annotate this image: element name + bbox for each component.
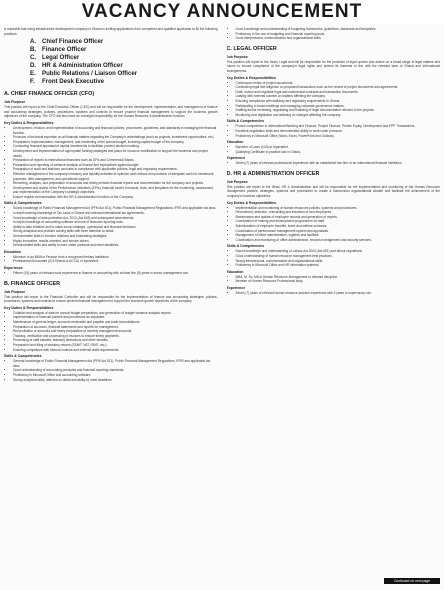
list-item: • Proficiency in Microsoft Office and accounting software. (13, 373, 218, 378)
job-title-finance-officer: B. FINANCE OFFICER (4, 280, 61, 287)
hr-purpose-label: Job Purpose (226, 179, 248, 184)
list-item: • Coordination of performance management system and appraisals. (236, 229, 441, 234)
job-title-cfo: A. CHIEF FINANCE OFFICER (CFO) (4, 91, 95, 98)
hr-education-label: Education (226, 269, 244, 274)
legal-education-list (227, 145, 441, 154)
list-item: • Ability to take initiative and to make sound strategic, operational and financial decisions. (13, 225, 218, 230)
list-item: • Preparation and filing of statutory returns (SSNIT, VAT, PAYE, etc.). (13, 343, 218, 348)
list-item: • Bachelor of Laws (LLB) or equivalent. (236, 145, 441, 150)
position-item (30, 62, 218, 70)
list-item: • Ensuring compliance with internal controls and external audit requirements. (13, 348, 218, 353)
list-item: • In depth working knowledge of Tax Laws of Ghana and relevant international tax agreements. (13, 211, 218, 216)
list-item: • Ensure regular communication with the HR & Administration function of the Company. (13, 195, 218, 200)
page-header (0, 0, 444, 24)
list-item: • Effective management of the company's treasury and liquidity activities to optimize cash inflows and provision of adequate cash for investment purposes, debt management, and operational support. (13, 172, 218, 181)
position-letter: D. (30, 62, 37, 70)
cfo-experience-list (4, 271, 218, 276)
hr-experience-label: Experience (226, 285, 246, 290)
list-item: • Collation and analysis of data for annual budget preparation, and generation of budget variance analysis reports. (13, 311, 218, 316)
cfo-experience-label: Experience (4, 266, 23, 270)
fo-continued-list (227, 27, 441, 41)
list-item: • Good interpersonal, communication and organizational skills. (236, 36, 441, 41)
job-title-legal-officer: C. LEGAL OFFICER (226, 45, 277, 52)
position-name: Finance Officer (42, 46, 87, 54)
list-item: • Liaising with external counsel on matters affecting the company. (236, 94, 441, 99)
position-letter: B. (30, 46, 37, 54)
list-item: • Highly innovative, results-oriented, and service driven. (13, 239, 218, 244)
list-item: • Good understanding of human resource management best practices. (236, 254, 441, 259)
list-item: • Preparation of accounts, financial statements and reports for management. (13, 325, 218, 330)
list-item: • Fifteen (15) years of relevant work experience in finance or accounting with at least five (5) years in senior management role. (13, 271, 218, 276)
list-item: • Member of Human Resource Professional body. (236, 279, 441, 284)
hr-education-list (227, 275, 441, 284)
hr-skills-list (227, 249, 441, 267)
hr-experience-list (227, 291, 441, 296)
position-item (30, 38, 218, 46)
right-column (227, 27, 441, 584)
list-item: • Sound knowledge and understanding of Labour Act 2003 (Act 651) and labour regulations. (236, 249, 441, 254)
list-item: • Seven (7) years of relevant professional experience with an established law firm or an international financial institution. (236, 161, 441, 166)
intro-text: A reputable fast rising infrastructure development company in Ghana is inviting applications from competent and qualified applicants to fill the following positions: (4, 27, 218, 36)
list-item: • Preparation of reports to international financiers such as DFIs and Commercial Banks. (13, 158, 218, 163)
list-item: • Recording, analysis, and preparation of accounts and timely periodic financial reports and documentation for the company and projects. (13, 181, 218, 186)
hr-duties-list (227, 206, 441, 243)
list-item: • Maintenance and update of employee records and generation of reports. (236, 215, 441, 220)
fo-purpose-label: Job Purpose (4, 289, 26, 294)
legal-purpose: This position will report to the Head, Legal and will be responsible for the provision of legal opinion and advice on a broad range of legal matters and issues to ensure compliance of the company's legal rights and protect its interests in line with the relevant laws of Ghana and international arrangements. (226, 59, 440, 73)
position-item (30, 46, 218, 54)
list-item: • General knowledge of Public Financial Management Act (PFM Act 921), Public Financial Management Regulations, IFRS and applicable tax laws. (13, 359, 218, 368)
position-item (30, 54, 218, 62)
job-title-hr-officer: D. HR & ADMINISTRATION OFFICER (226, 170, 320, 177)
position-name: Chief Finance Officer (42, 38, 104, 46)
fo-purpose: This position will report to the Financial Controller and will be responsible for the implementation of finance and accounting strategies, policies, procedures, systems and controls to ensure prudent financial management to support the business growth objectives of the company. (4, 294, 218, 304)
list-item: • Minimum of an MBA in Finance from a recognized tertiary institution. (13, 255, 218, 260)
cfo-education-label: Education (4, 249, 21, 254)
list-item: • Proficiency in Microsoft Office and HR information systems. (236, 263, 441, 268)
list-item: • Conducting legal due diligence on proposed transactions such as the review of project documents and agreements. (236, 85, 441, 90)
cfo-duties-list (4, 126, 218, 200)
position-item (30, 78, 218, 86)
list-item: • Demonstrable skills in investor relations and fundraising strategies. (13, 234, 218, 239)
cfo-education-list (4, 255, 218, 264)
content-columns (4, 27, 440, 584)
continued-badge: Continued on next page (384, 578, 440, 584)
list-item: • Provision of technical expertise on all financial matters regarding the Company's undertakings (such as projects, investment opportunities, etc.) (13, 135, 218, 140)
cfo-skills-list (4, 206, 218, 247)
hr-duties-label: Key Duties & Responsibilities (226, 200, 276, 205)
list-item: • Excellent negotiation skills and demonstrated ability to work under pressure. (236, 129, 441, 134)
legal-duties-label: Key Duties & Responsibilities (226, 75, 276, 80)
list-item: • Preparation of audit and statutory accounts in compliance with applicable policies, legal and regulatory requirements. (13, 167, 218, 172)
cfo-skills-label: Skills & Competencies (4, 201, 42, 206)
cfo-duties-label: Key Duties & Responsibilities (4, 120, 54, 125)
page-title: VACANCY ANNOUNCEMENT (81, 1, 363, 22)
list-item: • Good understanding of accounting principles and financial reporting standards. (13, 368, 218, 373)
list-item: • Reconciliation of accounts and timely preparation of monthly management accounts. (13, 329, 218, 334)
list-item: • Participating in board meetings and managing corporate governance matters. (236, 104, 441, 109)
legal-education-label: Education (226, 140, 244, 145)
list-item: • In depth knowledge of accounting software and use of financial reporting tools. (13, 220, 218, 225)
list-item: • Management of office administration, logistics and facilities. (236, 233, 441, 238)
legal-skills-label: Skills & Competencies (226, 119, 265, 124)
list-item: • Processing of staff salaries, statutory deductions and other benefits. (13, 338, 218, 343)
list-item: • Preparation and reporting of variance analysis of finance and expenditure against budget. (13, 163, 218, 168)
cfo-purpose-label: Job Purpose (4, 100, 26, 105)
list-item: • Demonstrated skills and ability to work under pressure and meet deadlines. (13, 243, 218, 248)
legal-experience-label: Experience (226, 156, 246, 161)
position-letter: C. (30, 54, 37, 62)
fo-skills-list (4, 359, 218, 382)
position-name: Public Relations / Liaison Officer (42, 70, 138, 78)
list-item: • Strong analytical and problem solving skills with keen attention to detail. (13, 229, 218, 234)
list-item: • Coordination of training and development programmes for staff. (236, 219, 441, 224)
legal-skills-list (227, 124, 441, 138)
position-letter: E. (30, 70, 36, 78)
position-name: HR & Administration Officer (42, 62, 123, 70)
fo-skills-label: Skills & Competencies (4, 354, 42, 359)
legal-experience-list (227, 161, 441, 166)
list-item: • MBA, M. Sc, MA in Human Resource Management or relevant discipline. (236, 275, 441, 280)
list-item: • Professional Accountant (ICA Ghana or ACCA) or equivalent. (13, 259, 218, 264)
legal-duties-list (227, 81, 441, 118)
list-item: • Conducting financial appraisal of capital investments to facilitate prudent decision making. (13, 144, 218, 149)
hr-skills-label: Skills & Competencies (226, 244, 265, 249)
position-name: Front Desk Executive (42, 78, 104, 86)
list-item: • Implementation and monitoring of human resources policies, systems and procedures. (236, 206, 441, 211)
list-item: • Strong analytical skills, attention to detail and ability to meet deadlines. (13, 378, 218, 383)
left-column (4, 27, 218, 584)
list-item: • Implementation of financial policies and procedures as stipulated. (13, 315, 218, 320)
position-name: Legal Officer (42, 54, 80, 62)
list-item: • Draft, review and negotiate legal and commercial contracts and transaction documents. (236, 90, 441, 95)
list-item: • Strong interpersonal, communication and organizational skills. (236, 259, 441, 264)
list-item: • Recruitment, selection, onboarding and induction of new employees. (236, 210, 441, 215)
list-item: • Good knowledge and understanding of budgeting frameworks, guidelines, standards and templates. (236, 27, 441, 32)
list-item: • Development, revision, and implementation of accounting and financial policies, procedures, guidelines, and standards in managing the financial function. (13, 126, 218, 135)
list-item: • Coordination and monitoring of office administration, records management and security services. (236, 238, 441, 243)
list-item: • Administration of employee benefits, leave and welfare schemes. (236, 224, 441, 229)
cfo-purpose: This position will report to the Chief Executive Officer (CEO) and will be responsible for the development, implementation, and management of finance and accounting strategies, policies, procedures, systems and controls to ensure prudent financial management to support the business growth objectives of the company. The CFO will also have an oversight responsibility for the Human Resource & Administration function. (4, 105, 218, 119)
position-item (30, 70, 218, 78)
list-item: • Tracking, verification and processing of invoices to ensure timely payments. (13, 334, 218, 339)
list-item: • Drafting and/or reviewing, negotiating and finalizing of legal documentation relevant to the projects. (236, 108, 441, 113)
positions-list (4, 38, 218, 86)
list-item: • Qualifying Certificate to practice law in Ghana. (236, 150, 441, 155)
list-item: • Maintenance of general ledger, accounts receivable and payable and bank reconciliations. (13, 320, 218, 325)
list-item: • Proven competence in international Banking and Finance, Project Finance, Private Equity, Development and PPP Transactions. (236, 124, 441, 129)
list-item: • Seven (7) years of relevant human resource practice experience with 3 years in supervisory role. (236, 291, 441, 296)
list-item: • Proficiency in the use of budgeting and financial reporting tools. (236, 32, 441, 37)
fo-duties-list (4, 311, 218, 352)
list-item: • Development and review of the Performance Indicators (KPIs), financial model, forecasts, tools, and templates for the monitoring, assessment, and implementation of the Company's strategic objectives. (13, 186, 218, 195)
list-item: • Monitoring new legislation and advising on changes affecting the company. (236, 113, 441, 118)
list-item: • Proficiency in Microsoft Office (Word, Excel, PowerPoint and Outlook). (236, 134, 441, 139)
position-letter: F. (30, 78, 35, 86)
fo-duties-label: Key Duties & Responsibilities (4, 305, 54, 310)
hr-purpose: This position will report to the Head, HR & Administration and will be responsible for the implementation and monitoring of the Human Resource Management policies, strategies, systems and procedures to create a harmonious organizational climate and facilitate the achievement of the company's business objectives. (226, 184, 440, 199)
legal-purpose-label: Job Purpose (226, 54, 248, 59)
list-item: • Ensuring compliance with statutory and regulatory requirements in Ghana. (236, 99, 441, 104)
position-letter: A. (30, 38, 37, 46)
list-item: • Continuous review of project documents. (236, 81, 441, 86)
list-item: • Preparation, implementation, management, and monitoring of the annual budget, including capital budget of the company. (13, 140, 218, 145)
list-item: • Sound knowledge of Public Financial Management Act (PFM Act 921), Public Financial Management Regulations, IFRS and applicable tax laws. (13, 206, 218, 211)
list-item: • Development and implementation of appropriate funding strategies and plans for resource mobilization to support the business and project needs. (13, 149, 218, 158)
list-item: • Good knowledge of data protection Act, 2012 (Act 843) and subsequent amendments. (13, 216, 218, 221)
